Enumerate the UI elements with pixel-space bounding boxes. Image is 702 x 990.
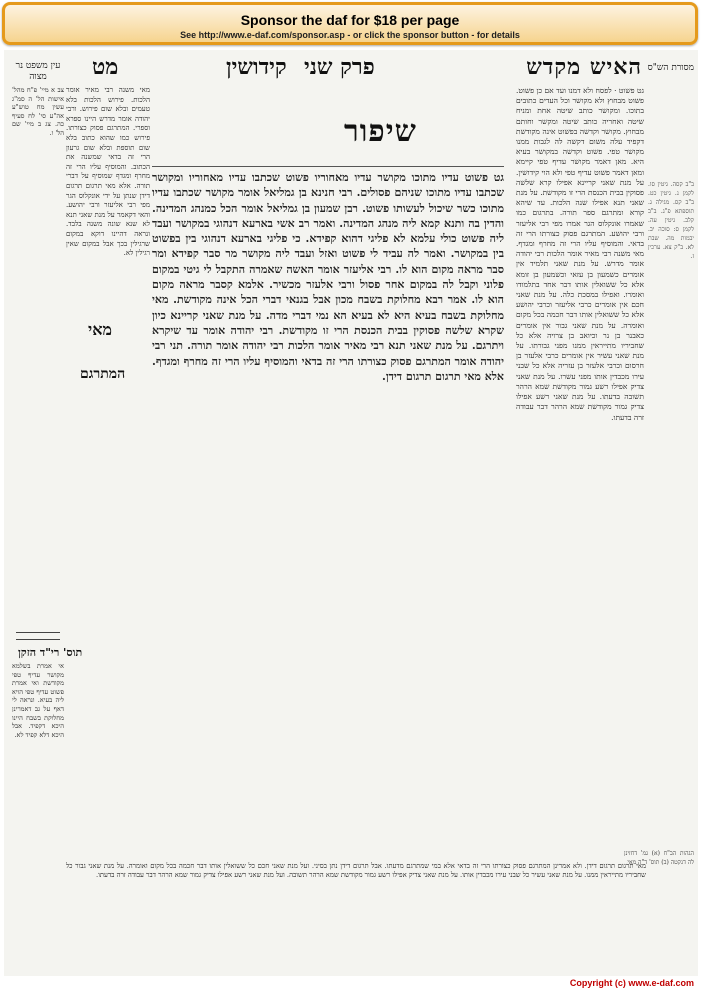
ein-mishpat-notes: צב א מיי' פ"ח מהל' אישות הל' ה סמ"ג עשין מח טוש"ע אה"ע סי' לח סעיף כה. צג ב מיי' שם הל' ו. (12, 86, 64, 137)
daf-page (4, 50, 698, 976)
gemara-headword: שיפור (344, 114, 417, 149)
sponsor-subtitle: See http://www.e-daf.com/sponsor.asp - or click the sponsor button - for details (180, 30, 520, 40)
tractate-name: קידושין (226, 54, 287, 80)
chapter-title: האיש מקדש (526, 54, 642, 80)
ein-mishpat-label: עין משפט נר מצוה (15, 61, 61, 82)
bottom-commentary: מאי תרגום תרגום דידן. ולא אמרינן המתרגם פסוק כצורתו הרי זה בדאי אלא במי שמתרגם מדעתו. אבל תרגום דידן נתן בסיני. ועל מנת שאני חכם כל ששואלין אותו דבר חכמה בכל מקום ואומרה. על מנת שאני גבור כל שחביריו מתייראין ממנו. על מנת שאני עשיר כל שבני עירו מכבדין אותו. על מנת שאני צדיק אפילו רשע גמור מקודשת שמא הרהר תשובה. ועל מנת שאני רשע אפילו צדיק גמור שמא הרהר דבר עבודה זרה בדעתו. (66, 862, 646, 880)
sponsor-title[interactable]: Sponsor the daf for $18 per page (240, 12, 460, 28)
rashi-commentary: גט פשוט · לפסח ולא דמנו ועד אם כן פשוט. פשוט מבחוץ ולא מקושר וכל העדים כתובים בתוכו. ומקושר כותב שיטה אחת ומניח שיטה ואחריה כותב שיטה ומקשר וחותם מבחוץ. מקושר וקדשה בפשוט אינה מקודשת דקפיד עלה משום דקשה לה לגבות ממנו מקושר טפי. פשוט וקדשה במקושר בעיא היא. מאן דאמר מקושר עדיף טפי קיימא ומאן דאמר פשוט עדיף טפי ולא הוי קידושין. על מנת שאני קריינא אפילו קרא שלשה פסוקין בבית הכנסת הרי זו מקודשת. על מנת שאני תנא אפילו שנה הלכות. עד שיהא קורא ומתרגם ספר תורה. בתרגום כמו שאמרו אונקלוס הגר אמרו מפי רבי אליעזר ורבי יהושע. המתרגם פסוק כצורתו הרי זה בדאי. והמוסיף עליו הרי זה מחרף ומגדף. מאי משנה רבי מאיר אומר הלכות רבי יהודה אומר מדרש. על מנת שאני תלמיד אין אומרים כשמעון בן עזאי וכשמעון בן זומא אלא כל ששואלין אותו דבר אחד בתלמודו ואומרו. ואפילו במסכת כלה. על מנת שאני חכם אין אומרים כרבי אליעזר וכרבי יהושע אלא כל ששואלין אותו דבר חכמה בכל מקום ואומרה. על מנת שאני גבור אין אומרים כאבנר בן נר וכיואב בן צרויה אלא כל שחביריו מתייראין ממנו מפני גבורתו. על מנת שאני עשיר אין אומרים כרבי אלעזר בן חרסום וכרבי אלעזר בן עזריה אלא כל שבני עירו מכבדין אותו מפני עשרו. על מנת שאני צדיק אפילו רשע גמור מקודשת שמא הרהר תשובה בדעתו. על מנת שאני רשע אפילו צדיק גמור מקודשת שמא הרהר דבר עבודה זרה בדעתו. (516, 86, 644, 422)
sponsor-banner[interactable] (2, 2, 698, 45)
gemara-text: גט פשוט עדיו מתוכו מקושר עדיו מאחוריו פשוט שכתבו עדיו מאחוריו ומקושר שכתבו עדיו מתוכו שניהם פסולים. רבי חנינא בן גמליאל אומר מקושר שכתבו עדיו מתוכו כשר שיכול לעשותו פשוט. רבן שמעון בן גמליאל אומר הכל כמנהג המדינה. והדין בה ותנא קמא ליה מנהג המדינה. ואמר רב אשי בארעא דנהוגי במקושר ועבד ליה פשוט כולי עלמא לא פליגי דהוא קפידא. כי פליגי בארעא דנהוגי בין בפשוט בין במקושר. ואמר לה עביד לי פשוט ואזל ועבד ליה מקושר מר סבר קפידא ומר סבר מראה מקום הוא לו. רבי אליעזר אומר האשה שאמרה התקבל לי גיטי במקום פלוני וקבל לה במקום אחר פסול ורבי אלעזר מכשיר. אלמא קסבר מראה מקום הוא לו. אמר רבא מחלוקת בשבח מכון אבל בגנאי דברי הכל אינה מקודשת. מאי מחלוקת בשבח בעיא היא לא בעיא הא נמי דברי מדה. על מנת שאני קריינא כיון שקרא שלשה פסוקין בבית הכנסת הרי זו מקודשת. רבי יהודה אומר עד שיקרא ויתרגם. על מנת שאני תנא רבי מאיר אומר הלכות רבי יהודה אומר תורה. תני רבי יהודה אומר המתרגם פסוק כצורתו הרי זה בדאי והמוסיף עליו הרי זה מחרף ומגדף. אלא מאי תרגום תרגום דידן. (152, 171, 504, 383)
perek-label: פרק שני (304, 54, 375, 80)
page-header (4, 54, 698, 84)
section-ornament (16, 632, 60, 640)
masoret-hashas-label: מסורת הש"ס (647, 63, 694, 73)
daf-number: מט (92, 54, 119, 80)
tos-rid-commentary: אי אמרת בשלמא מקושר עדיף טפי מקודשת ואי אמרת פשוט עדיף טפי הויא ליה בעיא. ונראה לי דאף על גב דאמרינן מחלוקת בשבח היינו היכא דקפיד. אבל היכא דלא קפיד לא. (12, 662, 64, 739)
tos-rid-heading: תוס' רי"ד הזקן (18, 646, 83, 659)
masoret-hashas-notes: ב"ב קסה. גיטין סו. לקמן נ. גיטין כט. ב"ב קס. מגילה ג. תוספתא פ"ג. ב"ב קלב. גיטין עה. לקמן ס: סוכה יב. יבמות מה. שבת לא. ב"ק צא. ערכין ז. (648, 181, 694, 260)
gemara-divider (152, 166, 504, 167)
copyright-link[interactable]: Copyright (c) www.e-daf.com (569, 978, 694, 988)
tosafot-headword-mai: מאי (88, 320, 112, 339)
tosafot-headword-metargem: המתרגם (80, 366, 126, 382)
hagahot-habach: הגהות הב"ח (א) גמ' דחזינן לה דנקטה (ב) תוס' ד"ה מאי (624, 850, 694, 866)
tosafot-commentary: מאי משנה רבי מאיר אומר הלכות. פירוש הלכות בלא טעמים ובלא שום פירוש. ורבי יהודה אומר מדרש היינו ספרא וספרי. המתרגם פסוק כצורתו. פירוש כמו שהוא כתוב בלא שום תוספת ובלא שום גרעון הרי זה בדאי שמשנה את הכתוב. והמוסיף עליו הרי זה מחרף ומגדף שמוסיף על דברי תורה. אלא מאי תרגום תרגום דידן שנתן על ידי אונקלוס הגר מפי רבי אליעזר ורבי יהושע. והאי דקאמר על מנת שאני תנא לא שנא שונה משנה בלבד. ונראה דהיינו דוקא במקום שרגילין בכך אבל במקום שאין רגילין לא. (66, 86, 150, 258)
